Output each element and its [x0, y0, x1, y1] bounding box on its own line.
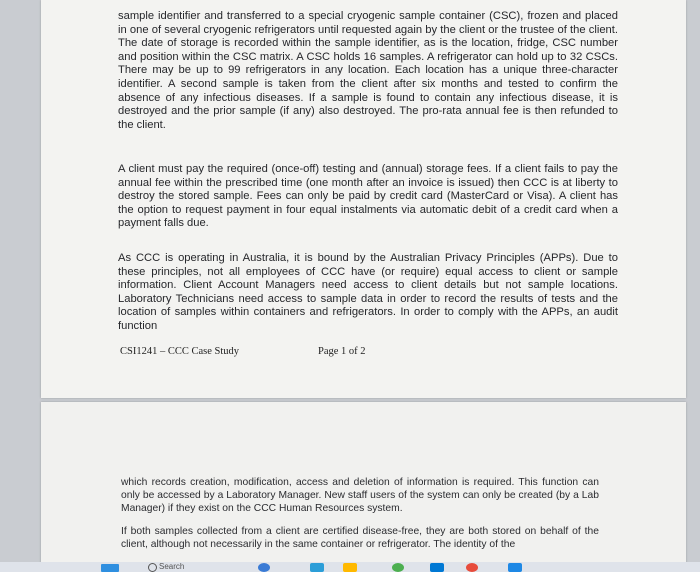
chrome-icon[interactable]	[392, 563, 404, 572]
word-icon[interactable]	[508, 563, 522, 572]
paragraph-audit: which records creation, modification, access and deletion of information is required. This function can only be accessed by a Laboratory Manager. New staff users of the system can only be created (by a Lab Manager) if they exist on the CCC Human Resources system.	[121, 477, 599, 514]
paragraph-disease-free: If both samples collected from a client are certified disease-free, they are both stored on behalf of the client, although not necessarily in the same container or refrigerator. The identity of the	[121, 526, 599, 550]
taskbar	[0, 562, 700, 572]
folder-icon[interactable]	[343, 563, 357, 572]
browser-icon[interactable]	[258, 563, 270, 572]
page-footer-title: CSI1241 – CCC Case Study	[120, 346, 240, 357]
mail-icon[interactable]	[430, 563, 444, 572]
paragraph-privacy: As CCC is operating in Australia, it is bound by the Australian Privacy Principles (APPs). Due to these principles, not all employees of CCC have (or require) equal access to client or sample information. Client Account Managers need access to client details but not sample locations. Laboratory Technicians need access to sample data in order to record the results of tests and the location of samples within containers and refrigerators. In order to comply with the APPs, an audit function	[118, 252, 618, 332]
search-icon[interactable]	[148, 563, 157, 572]
app-icon[interactable]	[310, 563, 324, 572]
paragraph-sample-storage: sample identifier and transferred to a special cryogenic sample container (CSC), frozen and placed in one of several cryogenic refrigerators until requested again by the client or the trustee of the client. The date of storage is recorded within the sample identifier, as is the location, fridge, CSC number and position within the CSC matrix. A CSC holds 16 samples. A refrigerator can hold up to 32 CSCs. There may be up to 99 refrigerators in any location. Each location has a unique three-character identifier. A second sample is taken from the client after six months and tested to confirm the absence of any infectious diseases. If a sample is found to contain any infectious disease, it is destroyed and the prior sample (if any) also destroyed. The pro-rata annual fee is then refunded to the client.	[118, 10, 618, 131]
document-page-1	[41, 0, 686, 398]
document-page-2	[41, 402, 686, 572]
media-icon[interactable]	[466, 563, 478, 572]
windows-start-icon[interactable]	[101, 564, 119, 572]
page-footer-number: Page 1 of 2	[318, 346, 366, 357]
taskbar-search-label[interactable]: Search	[159, 562, 185, 571]
paragraph-fees: A client must pay the required (once-off) testing and (annual) storage fees. If a client fails to pay the annual fee within the prescribed time (one month after an invoice is issued) then CCC is at liberty to destroy the stored sample. Fees can only be paid by credit card (MasterCard or Visa). A client has the option to request payment in four equal instalments via automatic debit of a credit card when a payment falls due.	[118, 163, 618, 230]
